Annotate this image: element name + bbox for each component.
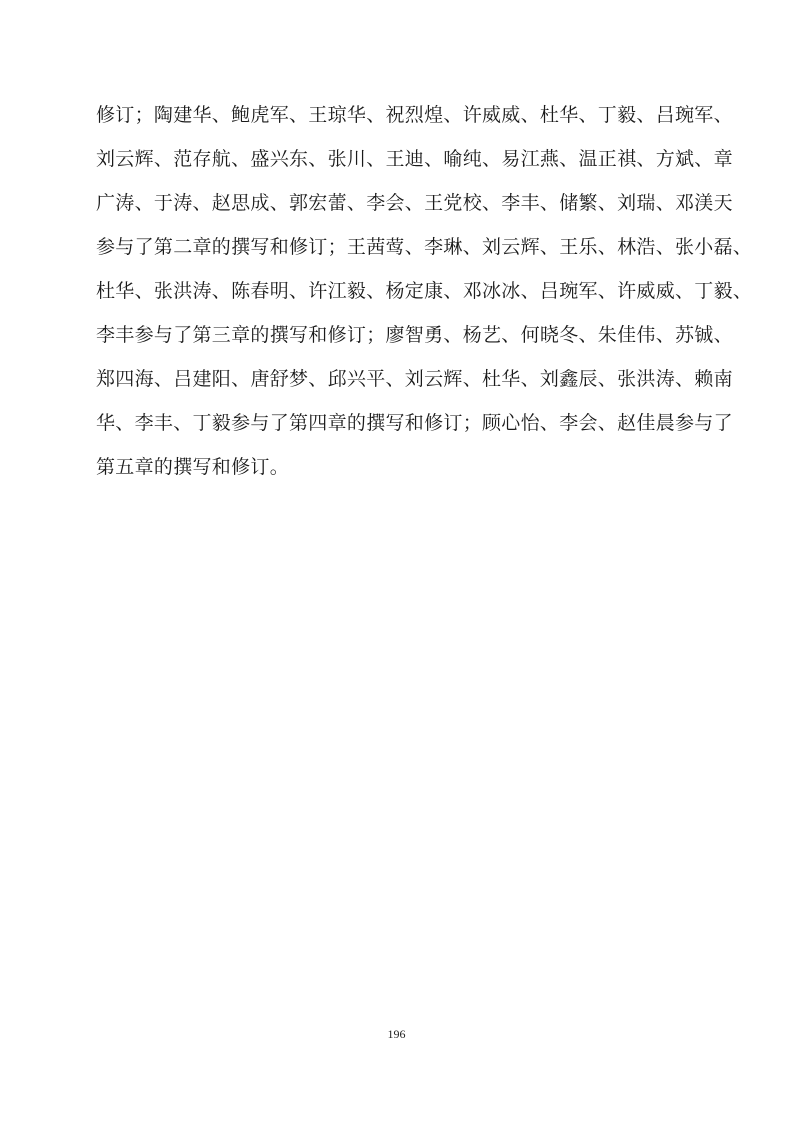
text-line-8: 华、李丰、丁毅参与了第四章的撰写和修订；顾心怡、李会、赵佳晨参与了 bbox=[96, 412, 733, 434]
text-line-5: 杜华、张洪涛、陈春明、许江毅、杨定康、邓冰冰、吕琬军、许威威、丁毅、 bbox=[96, 280, 753, 302]
page-number: 196 bbox=[387, 1027, 406, 1041]
text-line-9: 第五章的撰写和修订。 bbox=[96, 456, 290, 478]
text-line-6: 李丰参与了第三章的撰写和修订；廖智勇、杨艺、何晓冬、朱佳伟、苏铖、 bbox=[96, 324, 733, 346]
text-line-3: 广涛、于涛、赵思成、郭宏蕾、李会、王党校、李丰、储繁、刘瑞、邓渼天 bbox=[96, 192, 733, 214]
text-line-4: 参与了第二章的撰写和修订；王茜莺、李琳、刘云辉、王乐、林浩、张小磊、 bbox=[96, 236, 753, 258]
text-line-2: 刘云辉、范存航、盛兴东、张川、王迪、喻纯、易江燕、温正祺、方斌、章 bbox=[96, 148, 733, 170]
text-line-1: 修订；陶建华、鲍虎军、王琼华、祝烈煌、许威威、杜华、丁毅、吕琬军、 bbox=[96, 104, 733, 126]
text-line-7: 郑四海、吕建阳、唐舒梦、邱兴平、刘云辉、杜华、刘鑫辰、张洪涛、赖南 bbox=[96, 368, 733, 390]
